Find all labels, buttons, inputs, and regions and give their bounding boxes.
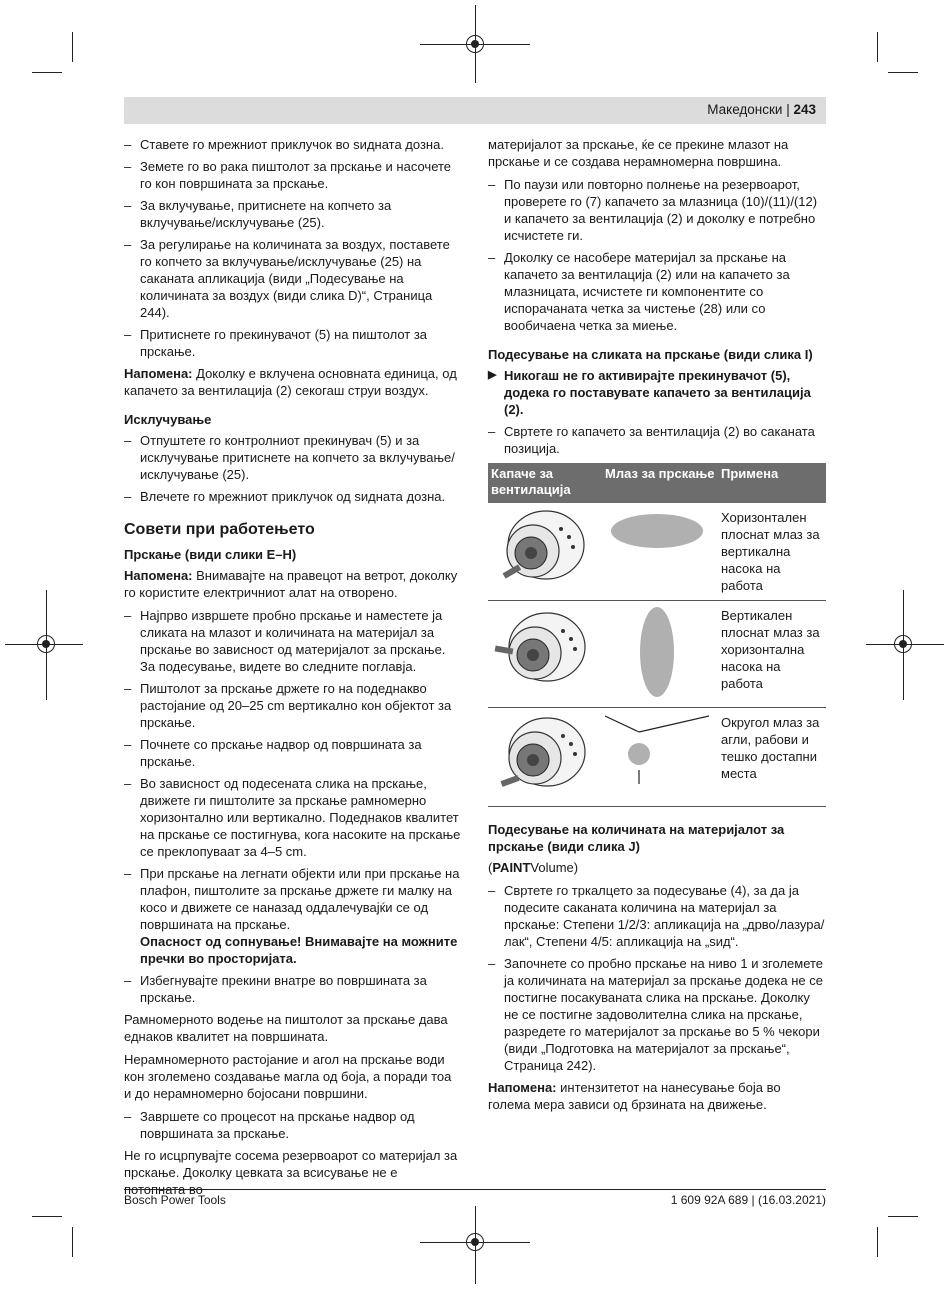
vertical-flat-jet-icon	[605, 607, 709, 697]
crop-mark	[72, 32, 73, 62]
list-item: – Свртете го тркалцето за подесување (4), за да ја подесите саканата количина на материјал за прскање: Степени 1/2/3: апликација на „дрво/лазура/лак“, Степени 4/5: апликација на „ѕид“.	[488, 882, 826, 950]
list-item: – За вклучување, притиснете на копчето за вклучување/исклучување (25).	[124, 197, 462, 231]
application-text: Вертикален плоснат млаз за хоризонтална насока на работа	[718, 601, 826, 708]
application-text: Округол млаз за агли, рабови и тешко достапни места	[718, 708, 826, 807]
list-item: – При прскање на легнати објекти или при прскање на плафон, пиштолите за прскање држете ги малку на косо и движете се наназад оддалечувајќи се од површината на прскање.	[124, 865, 462, 933]
crop-mark	[32, 1216, 62, 1217]
spray-shape	[602, 503, 718, 601]
list-item: – Ставете го мрежниот приклучок во ѕидната дозна.	[124, 136, 462, 153]
crop-mark	[888, 72, 918, 73]
note-paragraph: Напомена: Внимавајте на правецот на ветрот, доколку го користите електричниот алат на отворено.	[124, 568, 458, 600]
footer-brand: Bosch Power Tools	[124, 1193, 226, 1207]
list-item: – Доколку се насобере материјал за прскање на капачето за вентилација (2) или на капачето за млазницата, исчистете ги компонентите со испорачаната четка за чистење (28) или со вообичаена четка за миење.	[488, 249, 826, 334]
air-cap-round-icon	[491, 714, 595, 796]
list-item: – Земете го во рака пиштолот за прскање и насочете го кон површината за прскање.	[124, 158, 462, 192]
list-item: – Почнете со прскање надвор од површината за прскање.	[124, 736, 462, 770]
page-footer	[124, 1189, 826, 1207]
air-cap-image	[488, 503, 602, 601]
section-heading: Исклучување	[124, 412, 212, 427]
crop-mark	[888, 1216, 918, 1217]
list-item: – Избегнувајте прекини внатре во површината за прскање.	[124, 972, 462, 1006]
list-item: – Во зависност од подесената слика на прскање, движете ги пиштолите за прскање рамномерно хоризонтално или вертикално. Подеднаков квалитет на прскање се постигнува, кога насоките на прскање се преклопуваат за 4–5 cm.	[124, 775, 462, 860]
warning-text: Опасност од сопнување! Внимавајте на можните пречки во просторијата.	[140, 934, 458, 966]
round-jet-icon	[605, 714, 709, 796]
list-item: – Започнете со пробно прскање на ниво 1 и зголемете ја количината на материјал за прскање додека не се постигне посакуваната слика на прскање. Доколку не се постигне задоволителна слика на прскање, разредете го материјалот за прскање во 5 % чекори (види „Подготовка на материјалот за прскање“, Страница 242).	[488, 955, 826, 1074]
paragraph: Рамномерното водење на пиштолот за прскање дава еднаков квалитет на површината.	[124, 1012, 448, 1044]
table-header: Капаче за вентилација	[488, 463, 602, 503]
list-item: – Притиснете го прекинувачот (5) на пиштолот за прскање.	[124, 326, 462, 360]
registration-mark-icon	[466, 35, 484, 53]
application-text: Хоризонтален плоснат млаз за вертикална насока на работа	[718, 503, 826, 601]
registration-mark-icon	[466, 1233, 484, 1251]
air-cap-image	[488, 601, 602, 708]
crop-mark	[877, 1227, 878, 1257]
registration-mark-icon	[894, 635, 912, 653]
list-item: – Отпуштете го контролниот прекинувач (5) и за исклучување притиснете на копчето за вклучување/исклучување (25).	[124, 432, 462, 483]
section-heading: Прскање (види слики E–H)	[124, 547, 297, 562]
registration-mark-icon	[37, 635, 55, 653]
paragraph: Нерамномерното растојание и агол на прскање води кон зголемено создавање магла од боја, а поради тоа и до нерамномерно бојосани површини.	[124, 1052, 452, 1101]
horizontal-flat-jet-icon	[605, 509, 709, 589]
table-row	[488, 601, 826, 708]
table-header: Примена	[718, 463, 826, 503]
crop-mark	[877, 32, 878, 62]
list-item: – Пиштолот за прскање држете го на подеднакво растојание од 20–25 cm вертикално кон објектот за прскање.	[124, 680, 462, 731]
table-header: Млаз за прскање	[602, 463, 718, 503]
crop-mark	[72, 1227, 73, 1257]
crop-mark	[32, 72, 62, 73]
right-column	[488, 136, 826, 1119]
table-row	[488, 503, 826, 601]
spray-pattern-table	[488, 463, 826, 807]
list-item: – Завршете со процесот на прскање надвор од површината за прскање.	[124, 1108, 462, 1142]
air-cap-horizontal-icon	[491, 509, 595, 589]
paint-volume-label: (PAINTVolume)	[488, 860, 579, 875]
page-header: Македонски | 243	[124, 97, 826, 124]
air-cap-image	[488, 708, 602, 807]
list-item: – Свртете го капачето за вентилација (2) во саканата позиција.	[488, 423, 826, 457]
header-language: Македонски	[707, 102, 783, 117]
paragraph: Не го исцрпувајте сосема резервоарот со материјал за прскање. Доколку цевката за всисување не е потопната во	[124, 1148, 458, 1197]
warning-item: ▶ Никогаш не го активирајте прекинувачот (5), додека го поставувате капачето за вентилација (2).	[488, 367, 826, 418]
footer-doc-number: 1 609 92A 689 | (16.03.2021)	[670, 1193, 826, 1207]
list-item: – Влечете го мрежниот приклучок од ѕидната дозна.	[124, 488, 462, 505]
note-paragraph: Напомена: Доколку е вклучена основната единица, од капачето за вентилација (2) секогаш струи воздух.	[124, 366, 457, 398]
spray-shape	[602, 708, 718, 807]
section-heading: Подесување на сликата на прскање (види слика I)	[488, 347, 813, 362]
section-heading: Подесување на количината на материјалот за прскање (види слика J)	[488, 822, 785, 854]
page-number: 243	[793, 102, 816, 117]
air-cap-vertical-icon	[491, 607, 595, 697]
left-column	[124, 136, 462, 1204]
list-item: – За регулирање на количината за воздух, поставете го копчето за вклучување/исклучување (25) на саканата апликација (види „Подесување на количината за воздух (види слика D)“, Страница 244).	[124, 236, 462, 321]
list-item: – По паузи или повторно полнење на резервоарот, проверете го (7) капачето за млазница (10)/(11)/(12) и капачето за вентилација (2) и доколку е потребно исчистете ги.	[488, 176, 826, 244]
list-item: – Најпрво извршете пробно прскање и наместете ја сликата на млазот и количината на материјал за прскање во зависност од материјалот за прскање. За подесување, видете во следните поглавја.	[124, 607, 462, 675]
spray-shape	[602, 601, 718, 708]
paragraph: материјалот за прскање, ќе се прекине млазот на прскање и се создава нерамномерна површина.	[488, 137, 789, 169]
note-paragraph: Напомена: интензитетот на нанесување боја во голема мера зависи од брзината на движење.	[488, 1080, 781, 1112]
section-title: Совети при работењето	[124, 521, 315, 538]
table-row	[488, 708, 826, 807]
